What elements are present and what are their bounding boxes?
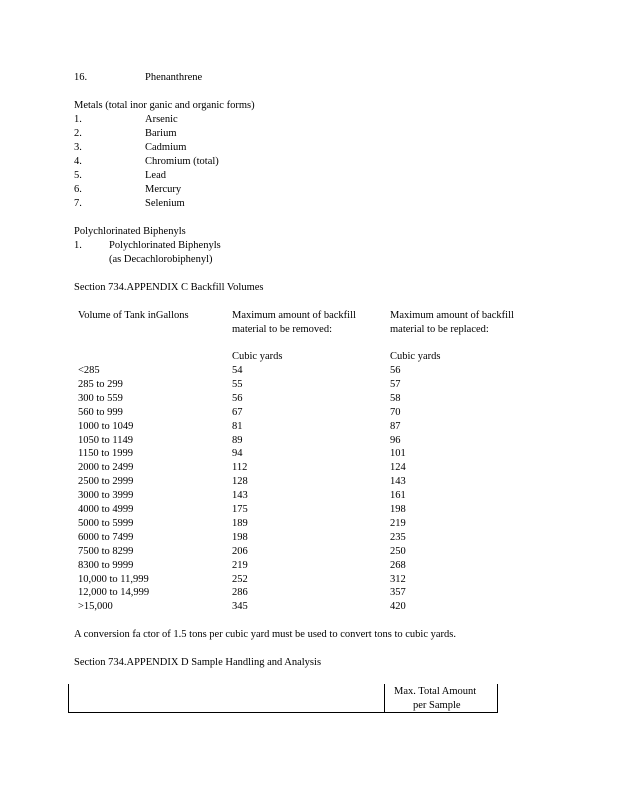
col-volume-header: Volume of Tank inGallons bbox=[78, 310, 189, 321]
row-volume: 2500 to 2999 bbox=[78, 476, 134, 488]
row-removed: 252 bbox=[232, 573, 248, 585]
row-replaced: 56 bbox=[390, 365, 401, 376]
row-volume: <285 bbox=[78, 365, 100, 376]
row-replaced: 312 bbox=[390, 573, 406, 585]
row-volume: 5000 to 5999 bbox=[78, 517, 134, 529]
row-replaced: 420 bbox=[390, 601, 406, 613]
row-removed: 189 bbox=[232, 517, 248, 529]
row-replaced: 235 bbox=[390, 531, 406, 543]
row-replaced: 70 bbox=[390, 406, 401, 418]
row-volume: 1150 to 1999 bbox=[78, 448, 134, 460]
row-replaced: 268 bbox=[390, 559, 406, 571]
row-replaced: 124 bbox=[390, 462, 406, 474]
row-replaced: 143 bbox=[390, 476, 406, 488]
col-removed-header-line2: material to be removed: bbox=[232, 324, 333, 335]
row-volume: 3000 to 3999 bbox=[78, 490, 134, 502]
row-volume: 7500 to 8299 bbox=[78, 545, 134, 557]
metal-item-name: Cadmium bbox=[145, 142, 187, 153]
row-replaced: 250 bbox=[390, 545, 406, 557]
metal-item-name: Barium bbox=[145, 128, 177, 139]
metal-item-number: 7. bbox=[74, 198, 82, 209]
row-replaced: 101 bbox=[390, 448, 406, 460]
row-removed: 345 bbox=[232, 601, 248, 613]
col-removed-units: Cubic yards bbox=[232, 351, 283, 362]
metal-item-number: 2. bbox=[74, 128, 82, 139]
metal-item-name: Arsenic bbox=[145, 114, 178, 125]
row-removed: 286 bbox=[232, 587, 248, 599]
table-bottom-border bbox=[68, 712, 498, 713]
col-replaced-header-line1: Maximum amount of backfill bbox=[390, 310, 514, 321]
row-removed: 89 bbox=[232, 434, 243, 446]
metal-item-number: 1. bbox=[74, 114, 82, 125]
row-removed: 198 bbox=[232, 531, 248, 543]
row-volume: 6000 to 7499 bbox=[78, 531, 134, 543]
row-replaced: 161 bbox=[390, 490, 406, 502]
row-volume: 1000 to 1049 bbox=[78, 420, 134, 432]
row-replaced: 96 bbox=[390, 434, 401, 446]
row-replaced: 87 bbox=[390, 420, 401, 432]
metal-item-number: 6. bbox=[74, 184, 82, 195]
row-volume: >15,000 bbox=[78, 601, 113, 613]
row-removed: 128 bbox=[232, 476, 248, 488]
col-replaced-header-line2: material to be replaced: bbox=[390, 324, 489, 335]
row-volume: 4000 to 4999 bbox=[78, 504, 134, 515]
item-number: 16. bbox=[74, 72, 88, 83]
section-c-title: Section 734.APPENDIX C Backfill Volumes bbox=[74, 282, 264, 293]
metal-item-name: Mercury bbox=[145, 184, 182, 195]
row-removed: 67 bbox=[232, 406, 243, 418]
metal-item-name: Lead bbox=[145, 170, 166, 181]
col-removed-header-line1: Maximum amount of backfill bbox=[232, 310, 356, 321]
pcb-heading: Polychlorinated Biphenyls bbox=[74, 226, 186, 237]
row-replaced: 357 bbox=[390, 587, 406, 599]
metal-item-number: 4. bbox=[74, 156, 82, 167]
metal-item-number: 5. bbox=[74, 170, 82, 181]
row-removed: 81 bbox=[232, 420, 243, 432]
row-replaced: 219 bbox=[390, 517, 406, 529]
row-removed: 143 bbox=[232, 490, 248, 502]
amount-header-line1: Max. Total Amount bbox=[394, 686, 477, 697]
metals-heading: Metals (total inor ganic and organic forms) bbox=[74, 100, 255, 111]
metal-item-name: Chromium (total) bbox=[145, 156, 219, 167]
row-volume: 300 to 559 bbox=[78, 392, 123, 404]
row-removed: 175 bbox=[232, 504, 248, 515]
row-volume: 1050 to 1149 bbox=[78, 434, 134, 446]
row-removed: 54 bbox=[232, 365, 243, 376]
row-volume: 2000 to 2499 bbox=[78, 462, 134, 474]
item-name: Phenanthrene bbox=[145, 72, 203, 83]
row-volume: 560 to 999 bbox=[78, 406, 123, 418]
metal-item-number: 3. bbox=[74, 142, 82, 153]
row-removed: 56 bbox=[232, 392, 243, 404]
table-column-divider bbox=[384, 684, 385, 713]
pcb-item-number: 1. bbox=[74, 240, 82, 251]
row-volume: 285 to 299 bbox=[78, 378, 123, 390]
conversion-note: A conversion fa ctor of 1.5 tons per cubic yard must be used to convert tons to cubic yards. bbox=[74, 629, 456, 640]
row-volume: 10,000 to 11,999 bbox=[78, 573, 149, 585]
metal-item-name: Selenium bbox=[145, 198, 185, 209]
pcb-item-name: Polychlorinated Biphenyls bbox=[109, 240, 221, 251]
pcb-item-sub: (as Decachlorobiphenyl) bbox=[109, 254, 213, 265]
table-left-border bbox=[68, 684, 69, 713]
row-replaced: 58 bbox=[390, 392, 401, 404]
row-removed: 219 bbox=[232, 559, 248, 571]
amount-header-line2: per Sample bbox=[413, 700, 461, 711]
col-replaced-units: Cubic yards bbox=[390, 351, 441, 362]
row-replaced: 57 bbox=[390, 378, 401, 390]
row-removed: 94 bbox=[232, 448, 243, 460]
section-d-title: Section 734.APPENDIX D Sample Handling and Analysis bbox=[74, 657, 322, 668]
table-right-border bbox=[497, 684, 498, 713]
row-removed: 55 bbox=[232, 378, 243, 390]
row-removed: 206 bbox=[232, 545, 248, 557]
row-removed: 112 bbox=[232, 462, 248, 474]
row-volume: 8300 to 9999 bbox=[78, 559, 134, 571]
row-replaced: 198 bbox=[390, 504, 406, 515]
row-volume: 12,000 to 14,999 bbox=[78, 587, 150, 599]
